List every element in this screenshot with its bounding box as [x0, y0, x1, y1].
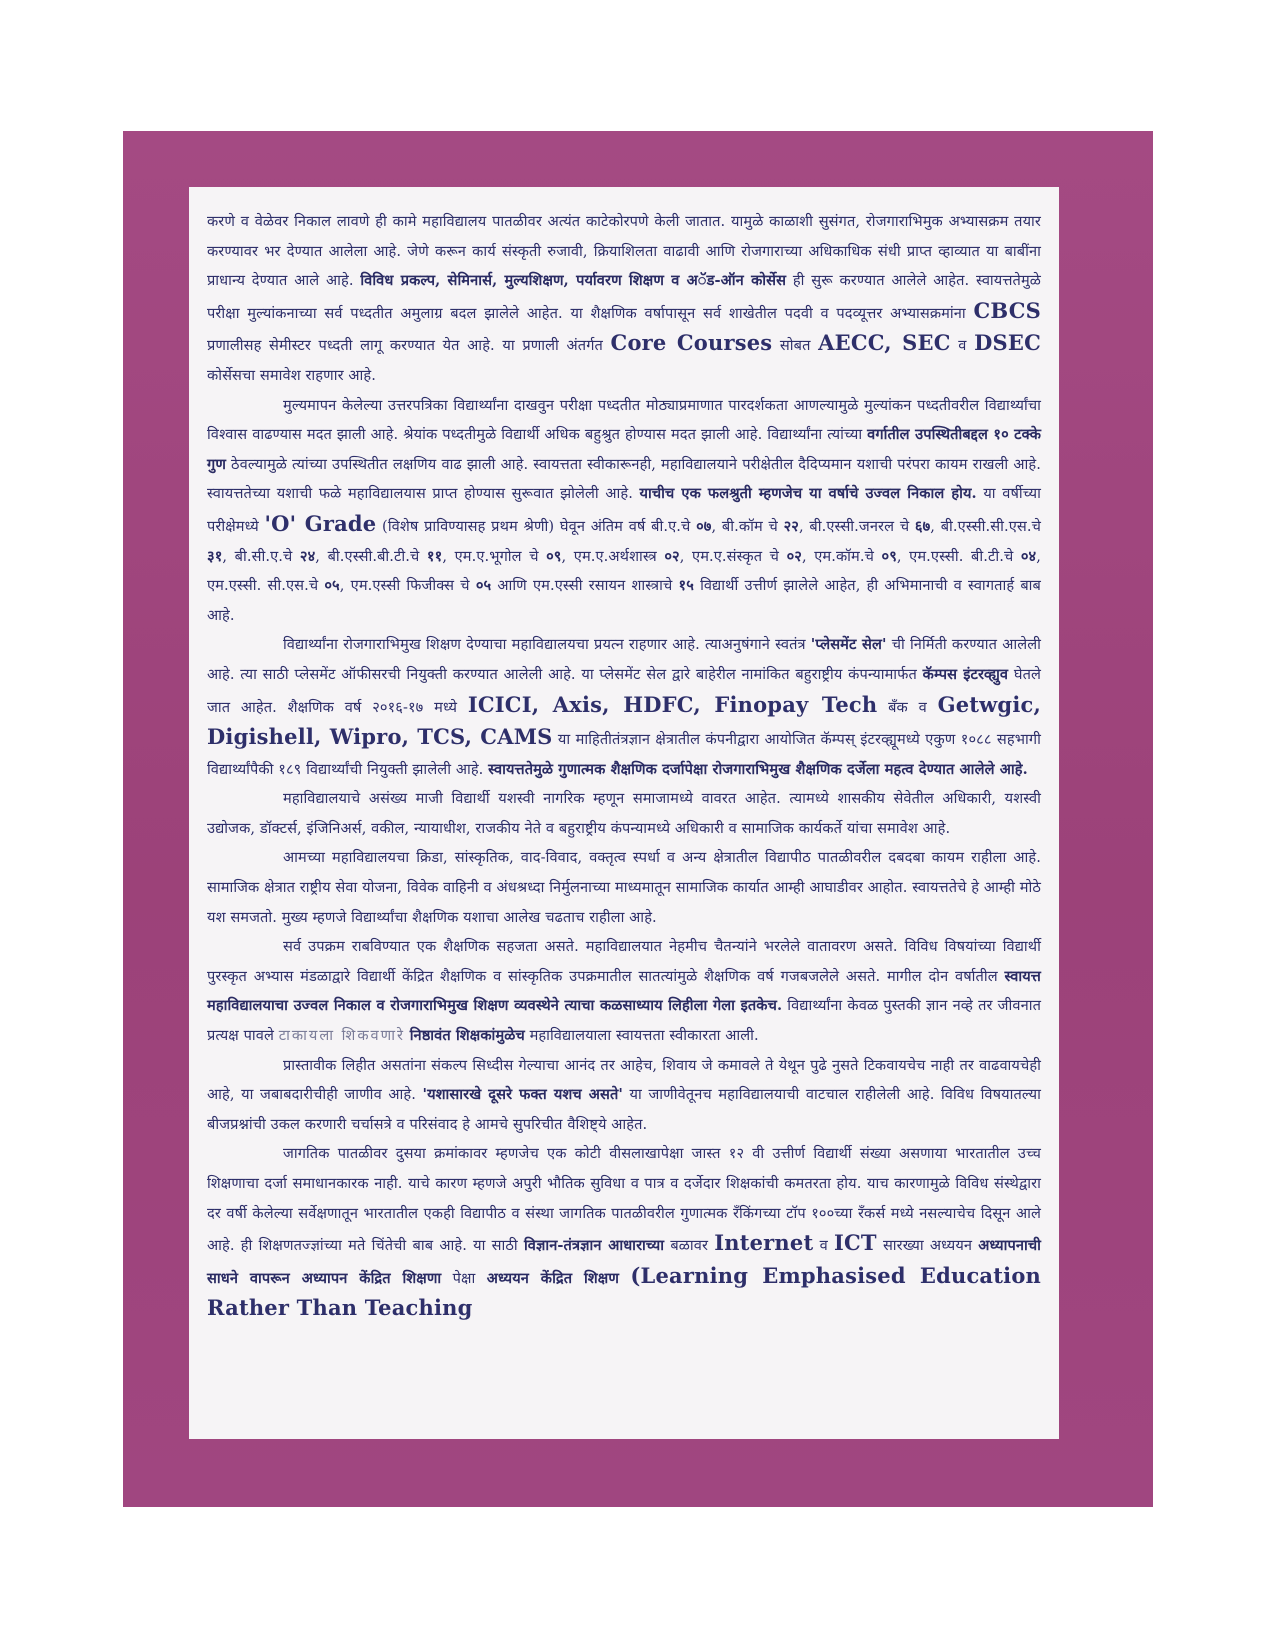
text-run: जागतिक पातळीवर दुसया क्रमांकावर म्हणजेच एक कोटी वीसलाखापेक्षा जास्त १२ वी उत्तीर्ण विद्यार्थी संख्या असणाया भारतातील उच्च शिक्षणाचा दर्जा समाधानकारक नाही. याचे कारण म्हणजे अपुरी भौतिक सुविधा व पात्र व दर्जेदार शिक्षकांची कमतरता होय. याच कारणामुळे विविध संस्थेद्वारा दर वर्षी केलेल्या सर्वेक्षणातून भारतातील एकही विद्यापीठ व संस्था जागतिक पातळीवरील गुणात्मक रॅंकिंगच्या टॉप १००च्या रॅंकर्स मध्ये नसल्याचेच दिसून आले आहे. ही शिक्षणतज्ज्ञांच्या मते चिंतेची बाब आहे. या साठी — [207, 1145, 1041, 1255]
text-run: , एम.एस्सी. सी.एस.चे — [207, 547, 1041, 595]
text-run: , बी.सी.ए.चे — [222, 547, 300, 565]
highlight-text: ICT — [833, 1230, 877, 1256]
paragraph — [207, 1051, 1041, 1140]
text-run: बँक व — [877, 698, 938, 716]
bold-text: १५ — [678, 577, 694, 595]
text-run: विद्यार्थ्यांना रोजगाराभिमुख शिक्षण देण्याचा महाविद्यालयचा प्रयत्न राहणार आहे. त्याअनुषंगाने स्वतंत्र — [283, 636, 811, 654]
text-run: , बी.कॉम चे — [711, 517, 784, 535]
bold-text: ०२ — [664, 547, 680, 565]
text-run: ही सुरू करण्यात आलेले आहेत. स्वायत्ततेमुळे परीक्षा मुल्यांकनाच्या सर्व पध्दतीत अमुलाग्र बदल झालेले आहेत. या शैक्षणिक वर्षापासून सर्व शाखेतील पदवी व पदव्यूत्तर अभ्यासक्रमांना — [207, 272, 1041, 322]
highlight-text: CBCS — [973, 297, 1041, 323]
text-run: या जाणीवेतूनच महाविद्यालयाची वाटचाल राहीलेली आहे. विविध विषयातल्या बीजप्रश्नांची उकल करणारी चर्चासत्रे व परिसंवाद हे आमचे सुपरिचीत वैशिष्ट्ये आहेत. — [207, 1086, 1042, 1133]
text-run: मुल्यमापन केलेल्या उत्तरपत्रिका विद्यार्थ्यांना दाखवुन परीक्षा पध्दतीत मोठ्याप्रमाणात पारदर्शकता आणल्यामुळे मुल्यांकन पध्दतीवरील विद्यार्थ्यांचा विश्वास वाढण्यास मदत झाली आहे. श्रेयांक पध्दतीमुळे विद्यार्थी अधिक बहुश्रुत होण्यास मदत झाली आहे. विद्यार्थ्यांना त्यांच्या — [207, 396, 1041, 444]
highlight-text: AECC, SEC — [818, 330, 951, 356]
text-run: , बी.एस्सी.जनरल चे — [798, 517, 915, 535]
bold-text: 'प्लेसमेंट सेल' — [810, 636, 887, 654]
text-run: ठेवल्यामुळे त्यांच्या उपस्थितीत लक्षणिय वाढ झाली आहे. स्वायत्तता स्वीकारूनही, महाविद्यालयाने परीक्षेतील दैदिप्यमान यशाची परंपरा कायम राखली आहे. स्वायत्ततेच्या यशाची फळे महाविद्यालयास प्राप्त होण्यास सुरूवात झोलेली आहे. — [207, 455, 1041, 503]
bold-text: स्वायत्त महाविद्यालयाचा उज्वल निकाल व रोजगाराभिमुख शिक्षण व्यवस्थेने त्याचा कळसाध्याय लिहीला गेला इतकेच. — [207, 967, 1041, 1015]
bold-text: स्वायत्ततेमुळे गुणात्मक शैक्षणिक दर्जापेक्षा रोजगाराभिमुख शैक्षणिक दर्जेला महत्व देण्यात आलेले आहे. — [488, 760, 1028, 778]
text-run: पेक्षा — [441, 1269, 487, 1287]
printed-page — [189, 187, 1059, 1439]
bold-text: अध्ययन केंद्रित शिक्षण — [486, 1269, 619, 1287]
text-run: महाविद्यालयाचे असंख्य माजी विद्यार्थी यशस्वी नागरिक म्हणून समाजामध्ये वावरत आहेत. त्यामध्ये शासकीय सेवेतील अधिकारी, यशस्वी उद्योजक, डॉक्टर्स, इंजिनिअर्स, वकील, न्यायाधीश, राजकीय नेते व बहुराष्ट्रीय कंपन्यामध्ये अधिकारी व सामाजिक कार्यकर्ते यांचा समावेश आहे. — [207, 790, 1041, 837]
text-run: या वर्षीच्या परीक्षेमध्ये — [207, 485, 1042, 535]
text-run — [619, 1270, 630, 1287]
paragraph — [207, 932, 1041, 1050]
text-run: प्रास्तावीक लिहीत असतांना संकल्प सिध्दीस गेल्याचा आनंद तर आहेच, शिवाय जे कमावले ते येथून पुढे नुसते टिकवायचेच नाही तर वाढवायचेही आहे, या जबाबदारीचीही जाणीव आहे. — [207, 1056, 1041, 1104]
text-run: या माहितीतंत्रज्ञान क्षेत्रातील कंपनीद्वारा आयोजित कॅम्पस् इंटरव्ह्यूमध्ये एकुण १०८८ सहभागी विद्यार्थ्यांपैकी १८९ विद्यार्थ्यांची नियुक्ती झालेली आहे. — [207, 731, 1041, 778]
text-run: आमच्या महाविद्यालयचा क्रिडा, सांस्कृतिक, वाद-विवाद, वक्तृत्व स्पर्धा व अन्य क्षेत्रातील विद्यापीठ पातळीवरील दबदबा कायम राहीला आहे. सामाजिक क्षेत्रात राष्ट्रीय सेवा योजना, विवेक वाहिनी व अंधश्रध्दा निर्मुलनाच्या माध्यमातून सामाजिक कार्यात आम्ही आघाडीवर आहोत. स्वायत्ततेचे हे आम्ही मोठे यश समजतो. मुख्य म्हणजे विद्यार्थ्यांचा शैक्षणिक यशाचा आलेख चढताच राहीला आहे. — [207, 849, 1041, 926]
bold-text: वर्गातील उपस्थितीबद्दल १० टक्के गुण — [207, 426, 1041, 473]
bold-text: २४ — [299, 547, 316, 565]
text-run: , बी.एस्सी.बी.टी.चे — [315, 547, 427, 565]
text-run: करणे व वेळेवर निकाल लावणे ही कामे महाविद्यालय पातळीवर अत्यंत काटेकोरपणे केली जातात. यामुळे काळाशी सुसंगत, रोजगाराभिमुक अभ्यासक्रम तयार करण्यावर भर देण्यात आलेला आहे. जेणे करून कार्य संस्कृती रुजावी, क्रियाशिलता वाढावी आणि रोजगाराच्या अधिकाधिक संधी प्राप्त व्हाव्यात या बाबींना प्राधान्य देण्यात आले आहे. — [207, 213, 1041, 290]
bold-text: विविध प्रकल्प, सेमिनार्स, मुल्यशिक्षण, पर्यावरण शिक्षण व अॅड-ऑन कोर्सेस — [360, 272, 787, 290]
highlight-text: (Learning Emphasised Education Rather Than Teaching — [207, 1262, 1041, 1321]
bold-text: ६७ — [914, 517, 931, 535]
bold-text: ०५ — [324, 577, 340, 595]
bold-text: ११ — [426, 547, 443, 565]
text-run: , एम.एस्सी. बी.टी.चे — [896, 547, 1021, 565]
text-run: , एम.ए.अर्थशास्त्र — [561, 547, 665, 565]
highlight-text: Getwgic, Digishell, Wipro, TCS, CAMS — [207, 691, 1041, 750]
text-run: , एम.ए.भूगोल चे — [442, 547, 547, 565]
paragraph — [207, 1139, 1041, 1326]
highlight-text: DSEC — [974, 330, 1041, 356]
text-run: बळावर — [664, 1237, 715, 1255]
text-run: महाविद्यालयाला स्वायत्तता स्वीकारता आली. — [524, 1027, 759, 1045]
bold-text: याचीच एक फलश्रुती म्हणजेच या वर्षाचे उज्वल निकाल होय. — [639, 485, 977, 503]
bold-text: ०४ — [1020, 547, 1037, 565]
bold-text: विज्ञान-तंत्रज्ञान आधाराच्या — [523, 1237, 665, 1255]
bold-text: निष्ठावंत शिक्षकांमुळेच — [409, 1027, 525, 1045]
text-run: , एम.कॉम.चे — [801, 547, 882, 565]
highlight-text: 'O' Grade — [264, 510, 377, 536]
highlight-text: Core Courses — [610, 330, 773, 356]
text-run: (विशेष प्राविण्यासह प्रथम श्रेणी) घेवून अंतिम वर्ष बी.ए.चे — [376, 517, 697, 535]
bold-text: ०९ — [546, 547, 562, 565]
text-run: , बी.एस्सी.सी.एस.चे — [930, 517, 1041, 535]
text-run: विद्यार्थी उत्तीर्ण झालेले आहेत, ही अभिमानाची व स्वागतार्ह बाब आहे. — [207, 577, 1041, 624]
paragraph — [207, 630, 1041, 784]
magenta-border-frame — [123, 131, 1153, 1507]
paragraph — [207, 207, 1041, 391]
bold-text: २२ — [783, 517, 799, 535]
text-run: सोबत — [772, 337, 819, 355]
bold-text: 'यशासारखे दूसरे फक्त यशच असते' — [422, 1086, 623, 1104]
text-run: ची निर्मिती करण्यात आलेली आहे. त्या साठी प्लेसमेंट ऑफीसरची नियुक्ती करण्यात आलेली आहे. या प्लेसमेंट सेल द्वारे बाहेरील नामांकित बहुराष्ट्रीय कंपन्यामार्फत — [207, 636, 1041, 683]
text-run: , एम.एस्सी फिजीक्स चे — [339, 577, 476, 595]
highlight-text: ICICI, Axis, HDFC, Finopay Tech — [467, 691, 878, 717]
text-run: घेतले जात आहेत. शैक्षणिक वर्ष २०१६-१७ मध्ये — [207, 665, 1041, 716]
text-run: सर्व उपक्रम राबविण्यात एक शैक्षणिक सहजता असते. महाविद्यालयात नेहमीच चैतन्यांने भरलेले वातावरण असते. विविध विषयांच्या विद्यार्थी पुरस्कृत अभ्यास मंडळाद्वारे विद्यार्थी केंद्रित शैक्षणिक व सांस्कृतिक उपक्रमातील सातत्यांमुळे शैक्षणिक वर्ष गजबजलेले असते. मागील दोन वर्षातील — [207, 938, 1041, 985]
text-run: व — [950, 337, 975, 355]
text-run: प्रणालीसह सेमीस्टर पध्दती लागू करण्यात येत आहे. या प्रणाली अंतर्गत — [207, 337, 611, 355]
text-run: आणि एम.एस्सी रसायन शास्त्राचे — [491, 577, 679, 595]
text-run: कोर्सेसचा समावेश राहणार आहे. — [207, 366, 376, 384]
text-run: व — [813, 1237, 834, 1255]
bold-text: कॅम्पस इंटरव्ह्युव — [922, 665, 1009, 683]
document-body — [207, 207, 1041, 1326]
bold-text: ०९ — [881, 547, 897, 565]
paragraph — [207, 391, 1041, 631]
paragraph — [207, 784, 1041, 843]
bold-text: ३१ — [207, 547, 223, 565]
bold-text: ०७ — [696, 517, 712, 535]
bold-text: ०२ — [786, 547, 802, 565]
bold-text: अध्यापनाची साधने वापरून अध्यापन केंद्रित शिक्षणा — [207, 1237, 1041, 1287]
text-run: सारख्या अध्ययन — [876, 1237, 979, 1255]
text-run: टाकायला शिकवणारे — [278, 1027, 405, 1045]
paragraph — [207, 843, 1041, 932]
bold-text: ०५ — [475, 577, 492, 595]
highlight-text: Internet — [714, 1230, 814, 1256]
text-run: विद्यार्थ्यांना केवळ पुस्तकी ज्ञान नव्हे तर जीवनात प्रत्यक्ष पावले — [207, 997, 1041, 1045]
text-run: , एम.ए.संस्कृत चे — [679, 547, 787, 565]
